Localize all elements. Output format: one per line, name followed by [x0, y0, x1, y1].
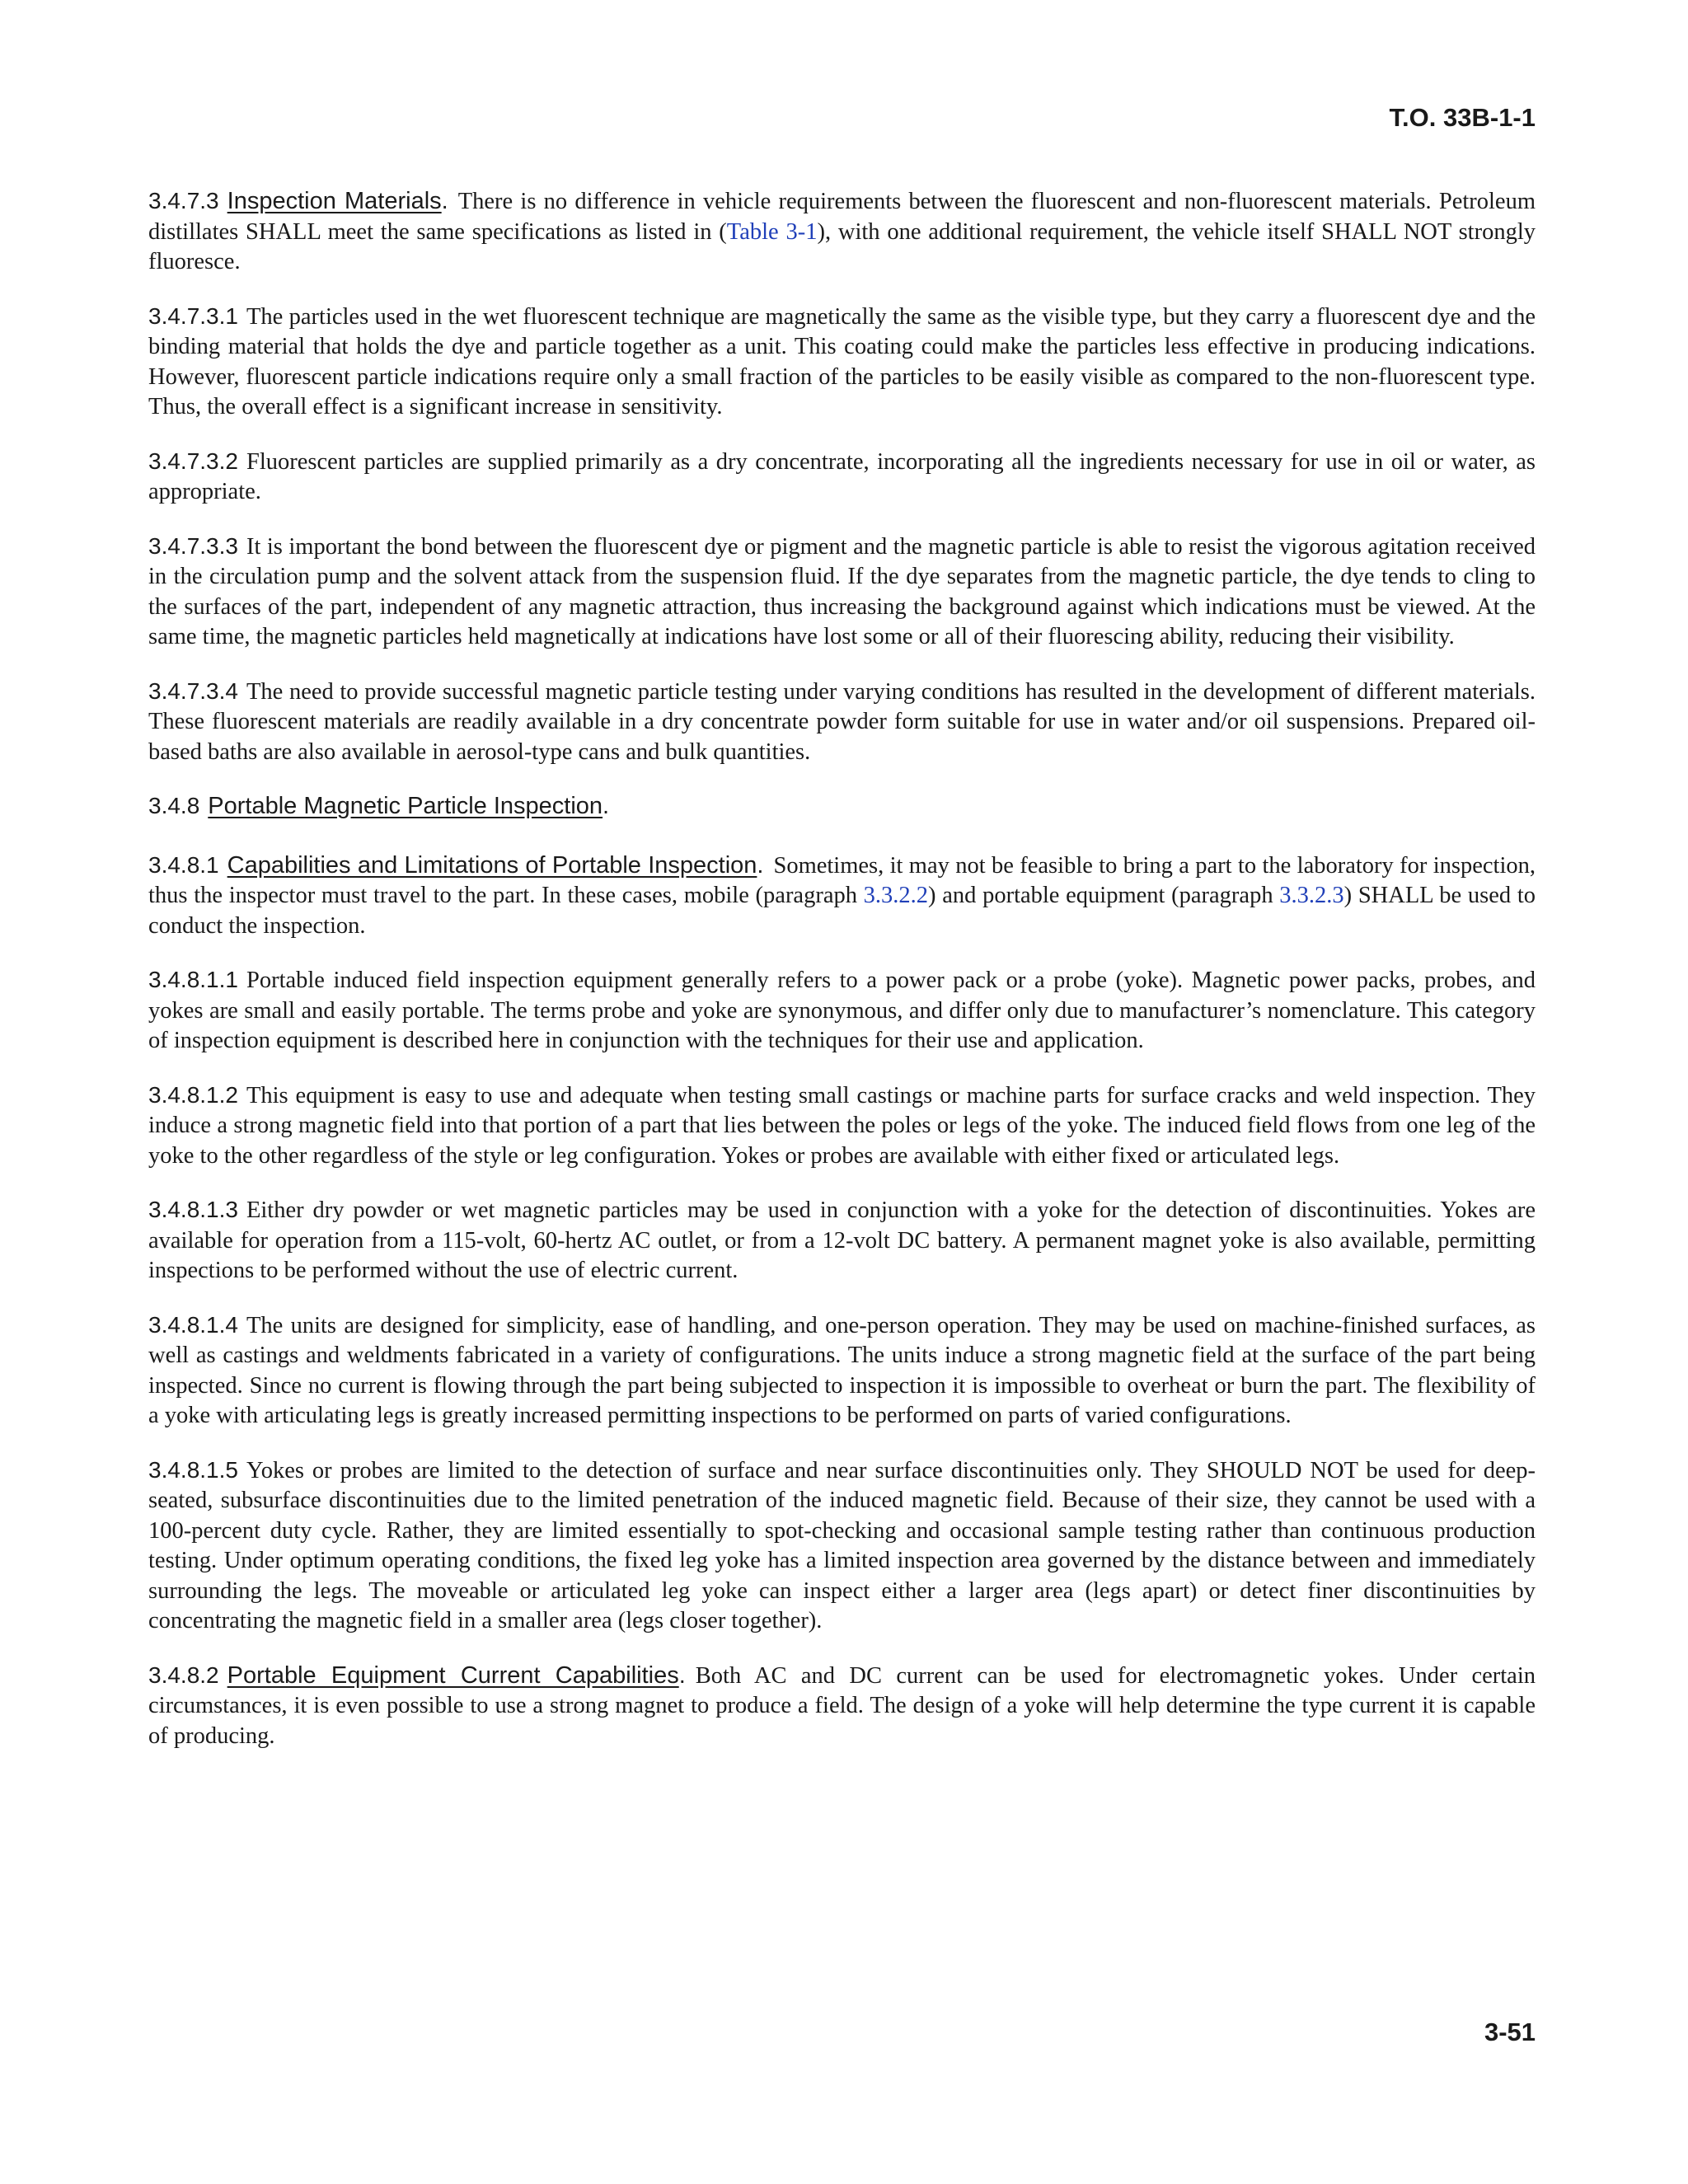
- paragraph-text: The need to provide successful magnetic particle testing under varying conditions has resulted in the development of different materials. These fluorescent materials are readily available in a dry concentrate powder form suitable for use in water and/or oil suspensions. Prepared oil-based baths are also available in aerosol-type cans and bulk quantities.: [148, 678, 1536, 765]
- paragraph-text: The units are designed for simplicity, ease of handling, and one-person operation. They may be used on machine-finished surfaces, as well as castings and weldments fabricated in a variety of configurations. The units induce a strong magnetic field at the surface of the part being inspected. Since no current is flowing through the part being subjected to inspection it is impossible to overheat or burn the part. The flexibility of a yoke with articulating legs is greatly increased permitting inspections to be performed on parts of varied configurations.: [148, 1312, 1536, 1428]
- paragraph-number: 3.4.8.1: [148, 851, 219, 878]
- paragraph-3-4-7-3-1: [148, 302, 1536, 423]
- paragraph-3-4-8-1: 3.4.8.1 Capabilities and Limitations of Portable Inspection. Sometimes, it may not be feasible to bring a part to the laboratory for inspection, thus the inspector must travel to the part. In these cases, mobile (paragraph 3.3.2.2) and portable equipment (paragraph 3.3.2.3) SHALL be used to conduct the inspection.: [148, 851, 1536, 939]
- paragraph-text: Either dry powder or wet magnetic particles may be used in conjunction with a yoke for the detection of discontinuities. Yokes are available for operation from a 115-volt, 60-hertz AC outlet, or from a 12-volt DC battery. A permanent magnet yoke is also available, permitting inspections to be performed without the use of electric current.: [148, 1197, 1536, 1283]
- paragraph-text: This equipment is easy to use and adequate when testing small castings or machine parts for surface cracks and weld inspection. They induce a strong magnetic field into that portion of a part that lies between the poles or legs of the yoke. The induced field flows from one leg of the yoke to the other regardless of the style or leg configuration. Yokes or probes are available with either fixed or articulated legs.: [148, 1082, 1536, 1169]
- paragraph-number: 3.4.8.1.1: [148, 967, 238, 992]
- paragraph-number: 3.4.8.1.2: [148, 1081, 238, 1108]
- paragraph-number: 3.4.7.3: [148, 188, 219, 213]
- document-id: T.O. 33B-1-1: [1389, 103, 1536, 132]
- paragraph-text: It is important the bond between the fluorescent dye or pigment and the magnetic particle is able to resist the vigorous agitation received in the circulation pump and the solvent attack from the suspension fluid. If the dye separates from the magnetic particle, the dye tends to cling to the surfaces of the part, independent of any magnetic attraction, thus increasing the background against which indications must be viewed. At the same time, the magnetic particles held magnetically at indications have lost some or all of their fluorescing ability, reducing their visibility.: [148, 533, 1536, 649]
- paragraph-number: 3.4.8: [148, 793, 200, 818]
- paragraph-number: 3.4.8.1.3: [148, 1197, 238, 1222]
- paragraph-number: 3.4.7.3.4: [148, 677, 238, 704]
- page-content: [148, 186, 1536, 1775]
- paragraph-title: Capabilities and Limitations of Portable Inspection: [227, 851, 757, 879]
- section-title: Portable Magnetic Particle Inspection: [208, 793, 603, 819]
- paragraph-number: 3.4.7.3.1: [148, 302, 238, 329]
- page-number: 3-51: [1484, 2018, 1536, 2046]
- paragraph-3-4-8-2: 3.4.8.2 Portable Equipment Current Capabilities. Both AC and DC current can be used for electromagnetic yokes. Under certain circumstances, it is even possible to use a strong magnet to produce a field. The design of a yoke will help determine the type current it is capable of producing.: [148, 1661, 1536, 1749]
- paragraph-3-4-8-1-2: [148, 1080, 1536, 1172]
- paragraph-3-4-7-3-4: [148, 677, 1536, 768]
- paragraph-title: Portable Equipment Current Capabilities: [227, 1661, 679, 1689]
- paragraph-text: ) and portable equipment (paragraph: [928, 883, 1280, 908]
- paragraph-3-4-8-1-5: [148, 1455, 1536, 1637]
- paragraph-number: 3.4.7.3.2: [148, 448, 238, 474]
- paragraph-text: Fluorescent particles are supplied primarily as a dry concentrate, incorporating all the ingredients necessary for use in oil or water, as appropriate.: [148, 448, 1536, 504]
- paragraph-text: Yokes or probes are limited to the detection of surface and near surface discontinuities only. They SHOULD NOT be used for deep-seated, subsurface discontinuities due to the limited penetration of the induced magnetic field. Because of their size, they cannot be used with a 100-percent duty cycle. Rather, they are limited essentially to spot-checking and occasional sample testing rather than continuous production testing. Under optimum operating conditions, the fixed leg yoke has a limited inspection area governed by the distance between and immediately surrounding the legs. The moveable or articulated leg yoke can inspect either a larger area (legs apart) or detect finer discontinuities by concentrating the magnetic field in a smaller area (legs closer together).: [148, 1457, 1536, 1633]
- paragraph-number: 3.4.8.1.4: [148, 1311, 238, 1338]
- paragraph-text: Portable induced field inspection equipment generally refers to a power pack or a probe (yoke). Magnetic power packs, probes, and yokes are small and easily portable. The terms probe and yoke are synonymous, and differ only due to manufacturer’s nomenclature. This category of inspection equipment is described here in conjunction with the techniques for their use and application.: [148, 968, 1536, 1053]
- paragraph-text: ), with one additional requirement, the vehicle itself SHALL NOT strongly fluoresce.: [148, 218, 1536, 274]
- paragraph-text: ) SHALL be used to conduct the inspection.: [148, 883, 1536, 939]
- paragraph-link[interactable]: 3.3.2.3: [1279, 883, 1344, 908]
- table-link[interactable]: Table 3-1: [726, 218, 818, 245]
- paragraph-text: There is no difference in vehicle requirements between the fluorescent and non-fluorescent materials. Petroleum distillates SHALL meet the same specifications as listed in (: [148, 189, 1536, 245]
- paragraph-link[interactable]: 3.3.2.2: [863, 883, 929, 908]
- paragraph-number: 3.4.8.2: [148, 1661, 219, 1688]
- paragraph-3-4-7-3: 3.4.7.3 Inspection Materials. There is no difference in vehicle requirements between the fluorescent and non-fluorescent materials. Petroleum distillates SHALL meet the same specifications as listed in (Table 3-1), with one additional requirement, the vehicle itself SHALL NOT strongly fluoresce.: [148, 188, 1536, 274]
- paragraph-3-4-8-1-4: [148, 1310, 1536, 1432]
- paragraph-text: The particles used in the wet fluorescent technique are magnetically the same as the visible type, but they carry a fluorescent dye and the binding material that holds the dye and particle together as a unit. This coating could make the particles less effective in producing indications. However, fluorescent particle indications require only a small fraction of the particles to be easily visible as compared to the non-fluorescent type. Thus, the overall effect is a significant increase in sensitivity.: [148, 303, 1536, 419]
- paragraph-number: 3.4.7.3.3: [148, 532, 238, 559]
- paragraph-number: 3.4.8.1.5: [148, 1456, 238, 1483]
- paragraph-3-4-7-3-3: [148, 532, 1536, 653]
- section-heading-3-4-8: 3.4.8 Portable Magnetic Particle Inspection.: [148, 793, 610, 819]
- paragraph-text: Sometimes, it may not be feasible to bring a part to the laboratory for inspection, thus the inspector must travel to the part. In these cases, mobile (paragraph: [148, 852, 1536, 908]
- paragraph-text: Both AC and DC current can be used for electromagnetic yokes. Under certain circumstances, it is even possible to use a strong magnet to produce a field. The design of a yoke will help determine the type current it is capable of producing.: [148, 1662, 1536, 1749]
- paragraph-3-4-8-1-3: [148, 1195, 1536, 1286]
- paragraph-3-4-7-3-2: [148, 447, 1536, 508]
- paragraph-3-4-8-1-1: [148, 965, 1536, 1057]
- paragraph-title: Inspection Materials: [227, 188, 442, 214]
